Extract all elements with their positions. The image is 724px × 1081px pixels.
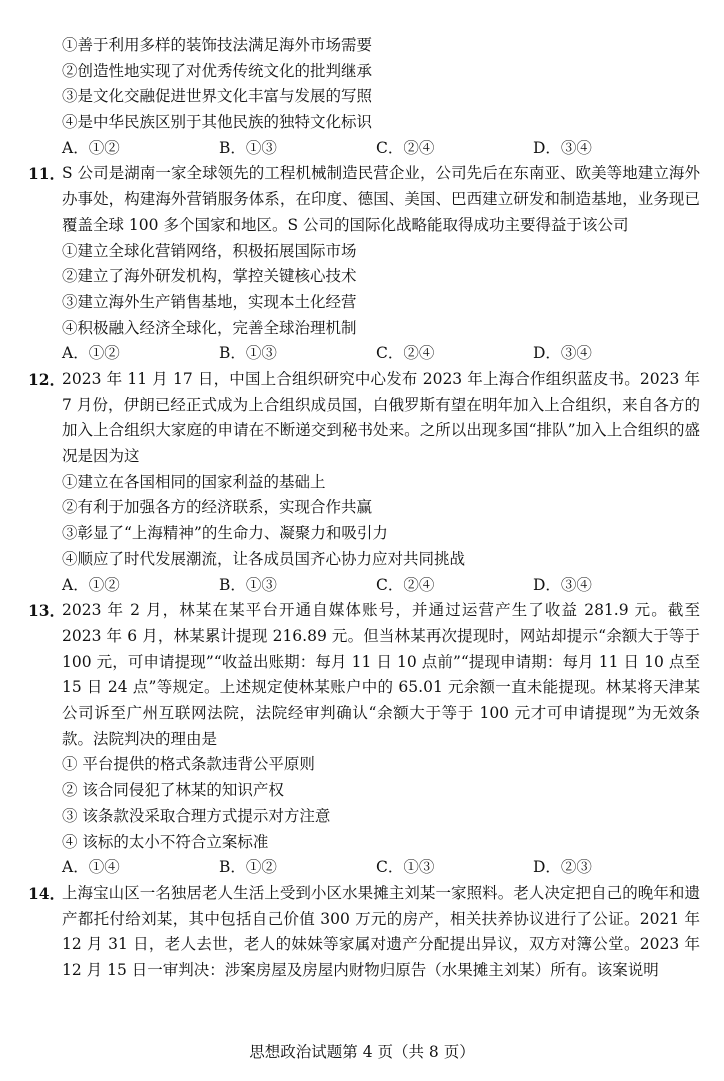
answer-b: B．①② bbox=[219, 858, 277, 877]
answer-a: A．①② bbox=[62, 575, 120, 594]
answer-c: C．②④ bbox=[376, 138, 435, 157]
option-line: ③ 该条款没采取合理方式提示对方注意 bbox=[62, 806, 331, 825]
option-line: ① 平台提供的格式条款违背公平原则 bbox=[62, 755, 315, 774]
option-line: ②建立了海外研发机构，掌控关键核心技术 bbox=[62, 267, 357, 286]
answer-a: A．①④ bbox=[62, 858, 120, 877]
answer-choices bbox=[28, 573, 700, 599]
question-stem: 2023 年 2 月，林某在某平台开通自媒体账号，并通过运营产生了收益 281.9 元。截至 2023 年 6 月，林某累计提现 216.89 元。但当林某再次提现时，网站却提示“余额大于等于 100 元，可申请提现”“收益出账期：每月 11 日 10 点前”“提现申请期：每月 11 日 10 点至 15 日 24 点”等规定。上述规定使林某账户中的 65.01 元余额一直未能提现。林某将天津某公司诉至广州互联网法院，法院经审判确认“余额大于等于 100 元才可申请提现”为无效条款。法院判决的理由是 bbox=[62, 601, 700, 748]
answer-a: A．①② bbox=[62, 138, 120, 157]
answer-d: D．③④ bbox=[533, 344, 592, 363]
option-line: ①建立在各国相同的国家利益的基础上 bbox=[62, 472, 326, 491]
answer-b: B．①③ bbox=[219, 344, 277, 363]
question-number: 11． bbox=[28, 164, 66, 184]
question-stem: 2023 年 11 月 17 日，中国上合组织研究中心发布 2023 年上海合作组织蓝皮书。2023 年 7 月份，伊朗已经正式成为上合组织成员国，白俄罗斯有望在明年加入上合组织，来自各方的加入上合组织大家庭的申请在不断递交到秘书处来。之所以出现多国“排队”加入上合组织的盛况是因为这 bbox=[62, 369, 700, 466]
question-14 bbox=[28, 881, 700, 984]
answer-choices bbox=[28, 341, 700, 367]
answer-a: A．①② bbox=[62, 344, 120, 363]
question-number: 14． bbox=[28, 883, 66, 903]
option-line: ③是文化交融促进世界文化丰富与发展的写照 bbox=[62, 87, 373, 106]
option-line: ④是中华民族区别于其他民族的独特文化标识 bbox=[62, 113, 373, 132]
answer-b: B．①③ bbox=[219, 138, 277, 157]
question-13 bbox=[28, 598, 700, 881]
question-11 bbox=[28, 161, 700, 367]
page-content bbox=[28, 33, 700, 984]
answer-b: B．①③ bbox=[219, 575, 277, 594]
option-line: ② 该合同侵犯了林某的知识产权 bbox=[62, 781, 284, 800]
answer-c: C．②④ bbox=[376, 575, 435, 594]
question-10-tail bbox=[28, 33, 700, 161]
option-line: ②创造性地实现了对优秀传统文化的批判继承 bbox=[62, 61, 373, 80]
option-line: ①建立全球化营销网络，积极拓展国际市场 bbox=[62, 241, 357, 260]
question-number: 12． bbox=[28, 369, 66, 389]
question-stem: S 公司是湖南一家全球领先的工程机械制造民营企业，公司先后在东南亚、欧美等地建立海外办事处，构建海外营销服务体系，在印度、德国、美国、巴西建立研发和制造基地，业务现已覆盖全球 100 多个国家和地区。S 公司的国际化战略能取得成功主要得益于该公司 bbox=[62, 164, 700, 234]
option-line: ④顺应了时代发展潮流，让各成员国齐心协力应对共同挑战 bbox=[62, 549, 466, 568]
option-line: ①善于利用多样的装饰技法满足海外市场需要 bbox=[62, 36, 373, 54]
answer-d: D．③④ bbox=[533, 575, 592, 594]
answer-choices bbox=[28, 855, 700, 881]
answer-d: D．②③ bbox=[533, 858, 592, 877]
answer-d: D．③④ bbox=[533, 138, 592, 157]
question-12 bbox=[28, 367, 700, 598]
answer-choices bbox=[28, 136, 700, 162]
question-number: 13． bbox=[28, 601, 66, 621]
option-line: ④积极融入经济全球化，完善全球治理机制 bbox=[62, 318, 357, 337]
option-line: ③建立海外生产销售基地，实现本土化经营 bbox=[62, 292, 357, 311]
page-footer: 思想政治试题第 4 页（共 8 页） bbox=[249, 1043, 475, 1061]
answer-c: C．②④ bbox=[376, 344, 435, 363]
option-line: ②有利于加强各方的经济联系，实现合作共赢 bbox=[62, 498, 373, 517]
option-line: ④ 该标的太小不符合立案标准 bbox=[62, 832, 269, 851]
answer-c: C．①③ bbox=[376, 858, 435, 877]
question-stem: 上海宝山区一名独居老人生活上受到小区水果摊主刘某一家照料。老人决定把自己的晚年和遗产都托付给刘某，其中包括自己价值 300 万元的房产，相关扶养协议进行了公证。2021 年 12 月 31 日，老人去世，老人的妹妹等家属对遗产分配提出异议，双方对簿公堂。2023 年 12 月 15 日一审判决：涉案房屋及房屋内财物归原告（水果摊主刘某）所有。该案说明 bbox=[62, 883, 700, 979]
option-line: ③彰显了“上海精神”的生命力、凝聚力和吸引力 bbox=[62, 524, 388, 543]
